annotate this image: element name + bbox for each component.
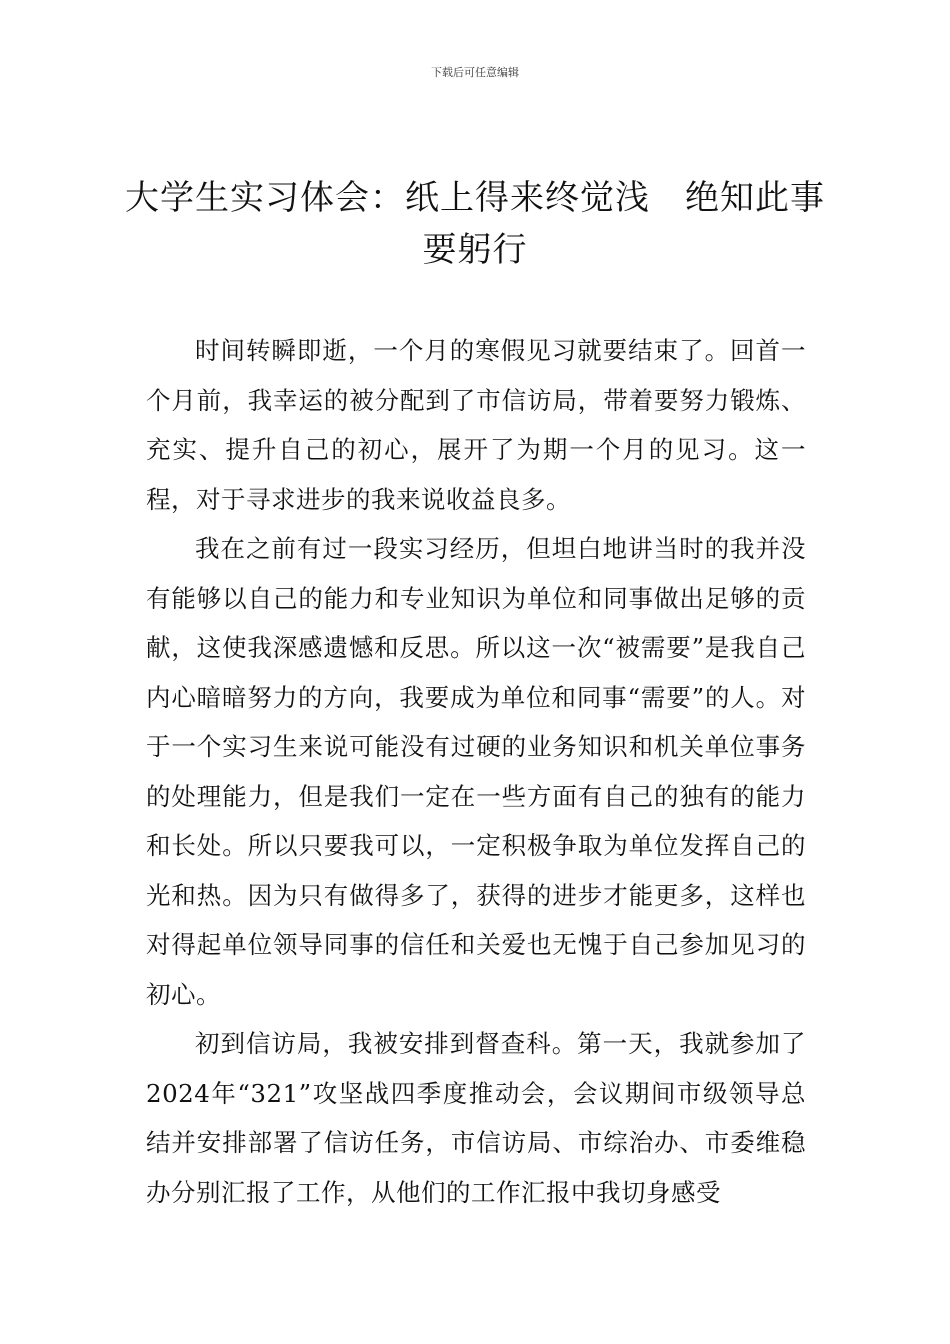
paragraph-3: 初到信访局，我被安排到督查科。第一天，我就参加了2024年“321”攻坚战四季度推动会，会议期间市级领导总结并安排部署了信访任务，市信访局、市综治办、市委维稳办分别汇报了工作，从他们的工作汇报中我切身感受 [146,1029,806,1207]
document-title: 大学生实习体会：纸上得来终觉浅 绝知此事要躬行 [125,178,825,270]
paragraph-2: 我在之前有过一段实习经历，但坦白地讲当时的我并没有能够以自己的能力和专业知识为单位和同事做出足够的贡献，这使我深感遗憾和反思。所以这一次“被需要”是我自己内心暗暗努力的方向，我要成为单位和同事“需要”的人。对于一个实习生来说可能没有过硬的业务知识和机关单位事务的处理能力，但是我们一定在一些方面有自己的独有的能力和长处。所以只要我可以，一定积极争取为单位发挥自己的光和热。因为只有做得多了，获得的进步才能更多，这样也对得起单位领导同事的信任和关爱也无愧于自己参加见习的初心。 [146,534,806,1009]
header-note: 下载后可任意编辑 [431,66,519,79]
paragraph-1: 时间转瞬即逝，一个月的寒假见习就要结束了。回首一个月前，我幸运的被分配到了市信访局，带着要努力锻炼、充实、提升自己的初心，展开了为期一个月的见习。这一程，对于寻求进步的我来说收益良多。 [146,336,806,514]
document-body [146,326,806,1217]
